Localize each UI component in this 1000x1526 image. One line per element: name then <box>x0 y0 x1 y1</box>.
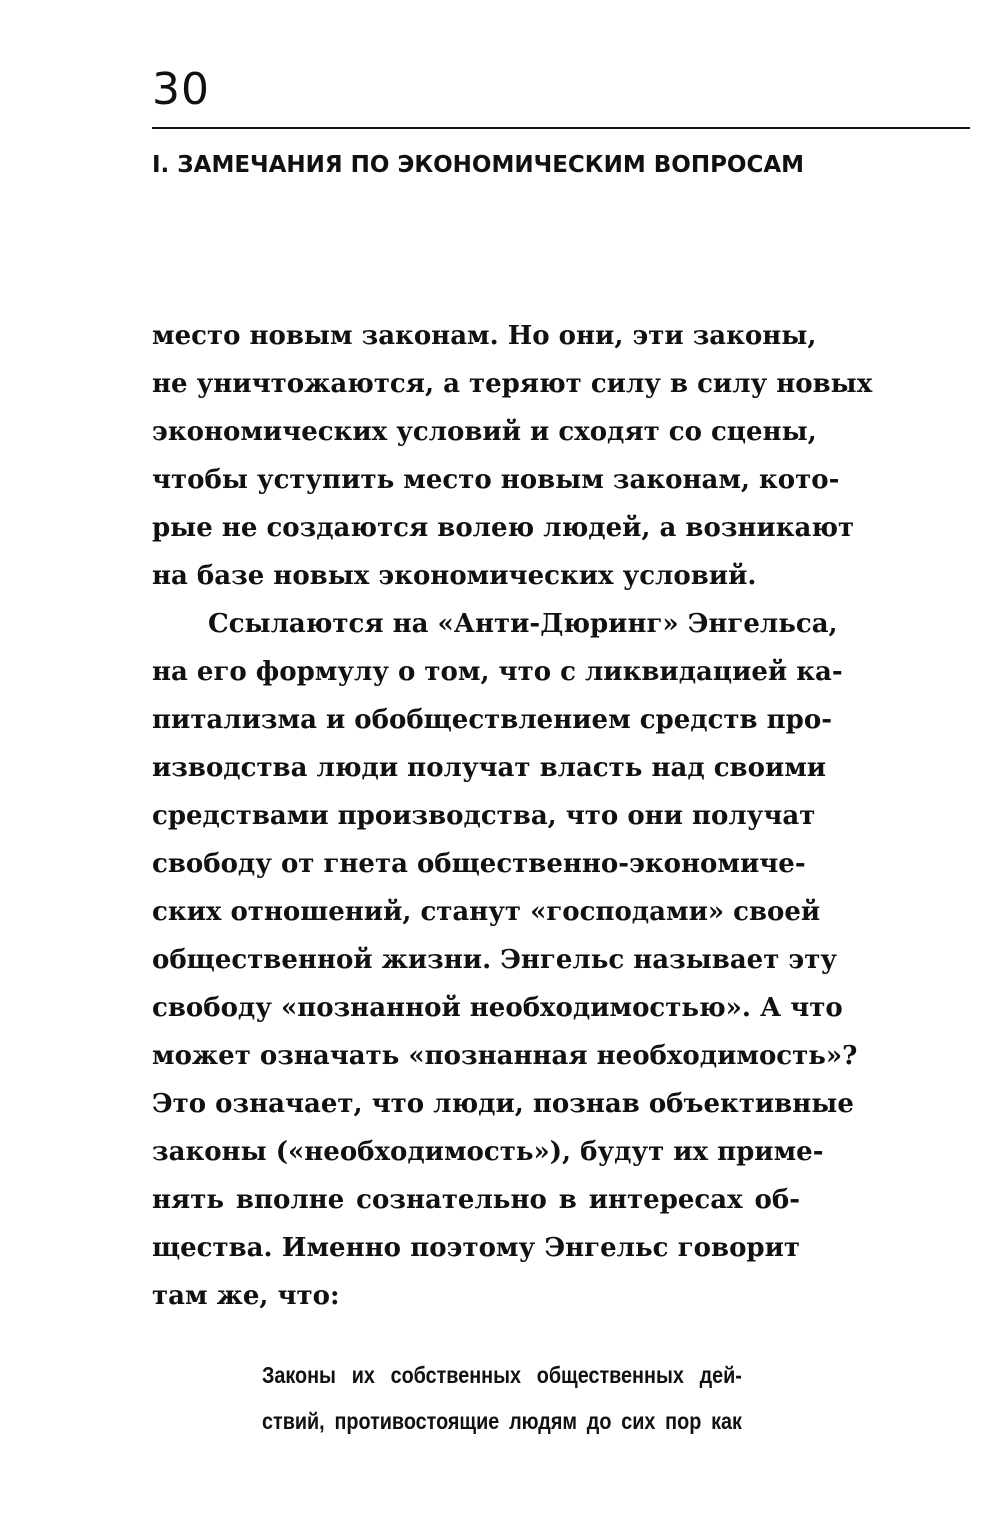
text-line: чтобы уступить место новым законам, кото- <box>152 465 840 495</box>
text-line: общественной жизни. Энгельс называет эту <box>152 945 837 975</box>
text-line: ских отношений, станут «господами» своей <box>152 897 821 927</box>
text-line: Это означает, что люди, познав объективные <box>152 1089 854 1119</box>
quote-line: Законы их собственных общественных дей- <box>262 1362 742 1388</box>
text-line: не уничтожаются, а теряют силу в силу новых <box>152 369 873 399</box>
quote-line: ствий, противостоящие людям до сих пор как <box>262 1408 742 1434</box>
block-quote <box>262 1352 742 1444</box>
text-line: на базе новых экономических условий. <box>152 561 757 591</box>
text-line: Ссылаются на «Анти-Дюринг» Энгельса, <box>208 609 838 639</box>
header-divider <box>152 127 970 129</box>
text-line: свободу «познанной необходимостью». А что <box>152 993 843 1023</box>
text-line: свободу от гнета общественно-экономиче- <box>152 849 806 879</box>
text-line: законы («необходимость»), будут их приме- <box>152 1137 824 1167</box>
text-line: изводства люди получат власть над своими <box>152 753 827 783</box>
body-text <box>152 312 873 1320</box>
text-line: на его формулу о том, что с ликвидацией ка- <box>152 657 843 687</box>
text-line: может означать «познанная необходимость»? <box>152 1041 858 1071</box>
text-line: экономических условий и сходят со сцены, <box>152 417 817 447</box>
text-line: место новым законам. Но они, эти законы, <box>152 321 817 351</box>
text-line: там же, что: <box>152 1281 340 1311</box>
text-line: щества. Именно поэтому Энгельс говорит <box>152 1233 800 1263</box>
text-line: рые не создаются волею людей, а возникают <box>152 513 855 543</box>
page-number: 30 <box>152 64 210 115</box>
text-line: нять вполне сознательно в интересах об- <box>152 1185 800 1215</box>
text-line: средствами производства, что они получат <box>152 801 816 831</box>
text-line: питализма и обобществлением средств про- <box>152 705 832 735</box>
running-title: I. ЗАМЕЧАНИЯ ПО ЭКОНОМИЧЕСКИМ ВОПРОСАМ <box>152 152 805 178</box>
